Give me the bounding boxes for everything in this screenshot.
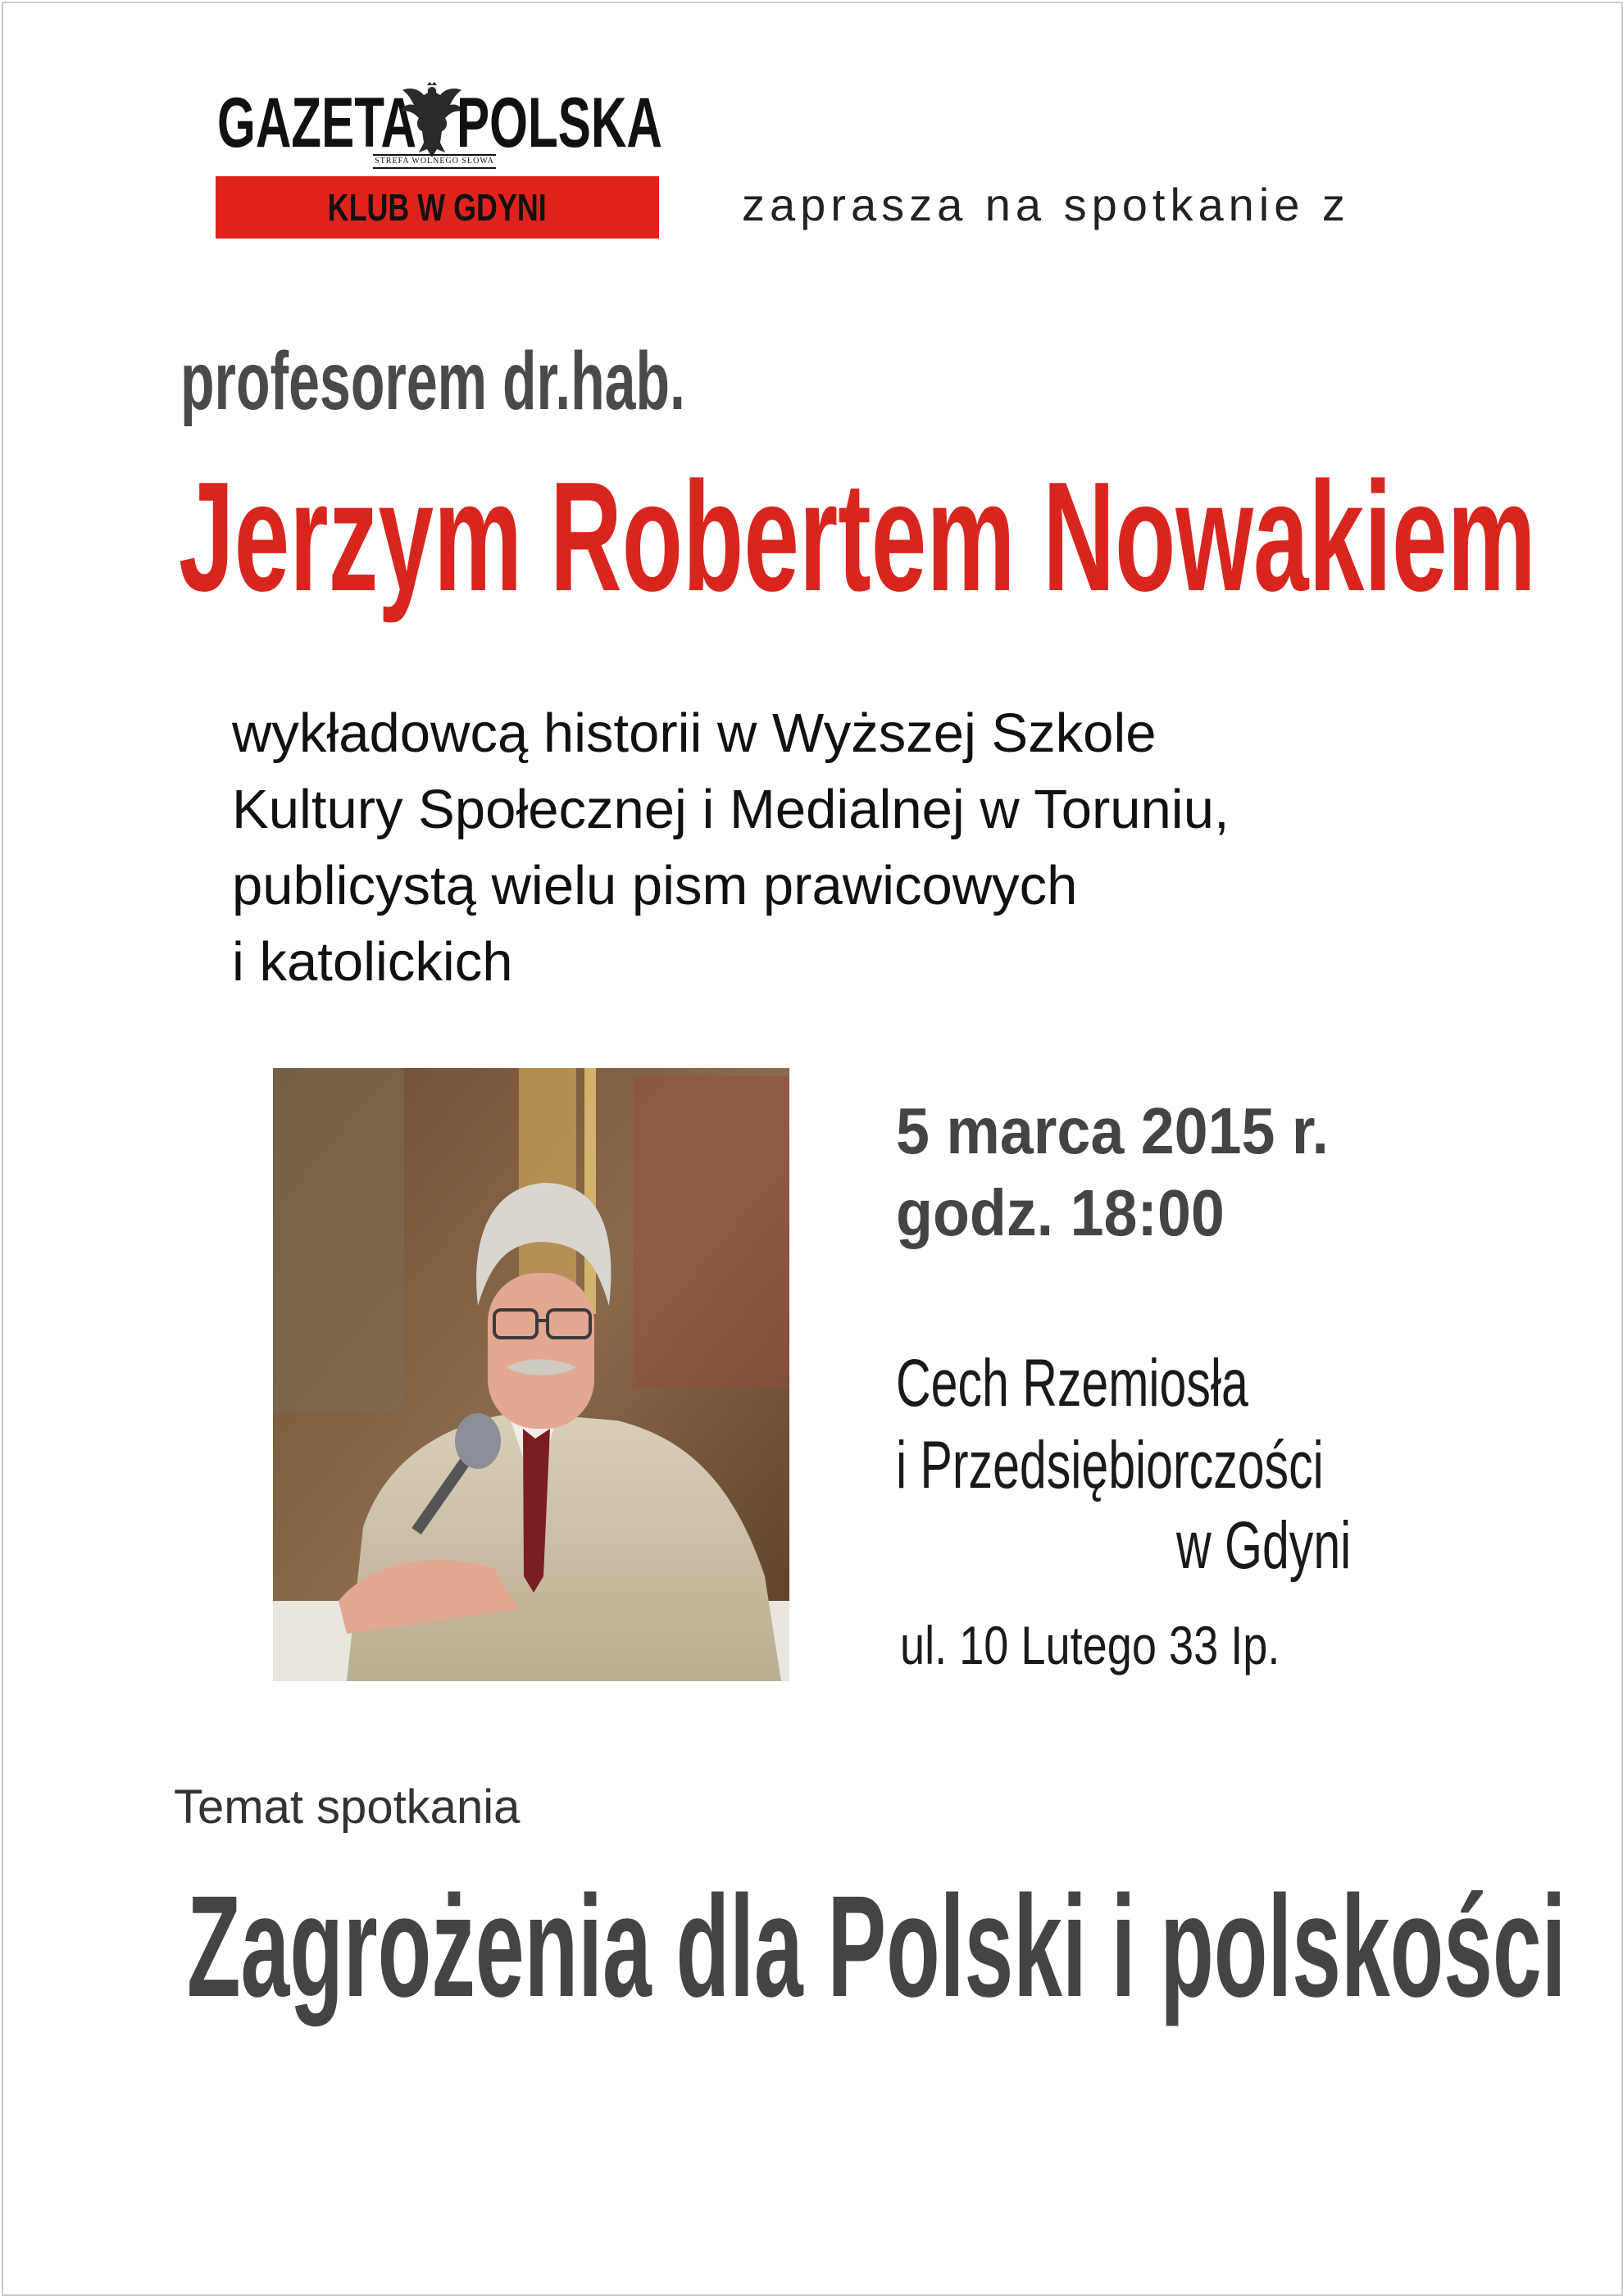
event-time: godz. 18:00 xyxy=(896,1176,1225,1249)
club-name: KLUB W GDYNI xyxy=(327,186,548,229)
description-line: i katolickich xyxy=(232,931,513,993)
logo-word-gazeta: GAZETA xyxy=(217,84,417,162)
description-line: wykładowcą historii w Wyższej Szkole xyxy=(232,702,1157,764)
speaker-description xyxy=(232,695,1511,1000)
venue-line: Cech Rzemiosła xyxy=(896,1346,1248,1421)
venue-line: i Przedsiębiorczości xyxy=(896,1428,1324,1503)
eagle-icon xyxy=(399,82,465,161)
club-banner xyxy=(216,176,659,239)
topic-title: Zagrożenia dla Polski i polskości xyxy=(187,1866,1566,2027)
logo-word-polska: POLSKA xyxy=(457,84,662,162)
description-line: Kultury Społecznej i Medialnej w Toruniu, xyxy=(232,779,1230,840)
topic-label: Temat spotkania xyxy=(174,1780,521,1834)
description-line: publicystą wielu pism prawicowych xyxy=(232,855,1078,916)
invite-text: zaprasza na spotkanie z xyxy=(742,179,1350,230)
speaker-photo xyxy=(273,1068,789,1681)
venue-address: ul. 10 Lutego 33 Ip. xyxy=(900,1615,1280,1675)
gazeta-polska-logo xyxy=(217,82,660,164)
speaker-name: Jerzym Robertem Nowakiem xyxy=(179,450,1536,624)
event-date: 5 marca 2015 r. xyxy=(896,1094,1329,1167)
venue-line: w Gdyni xyxy=(1176,1508,1352,1583)
logo-tagline: STREFA WOLNEGO SŁOWA xyxy=(373,154,496,169)
speaker-title: profesorem dr.hab. xyxy=(180,335,685,427)
